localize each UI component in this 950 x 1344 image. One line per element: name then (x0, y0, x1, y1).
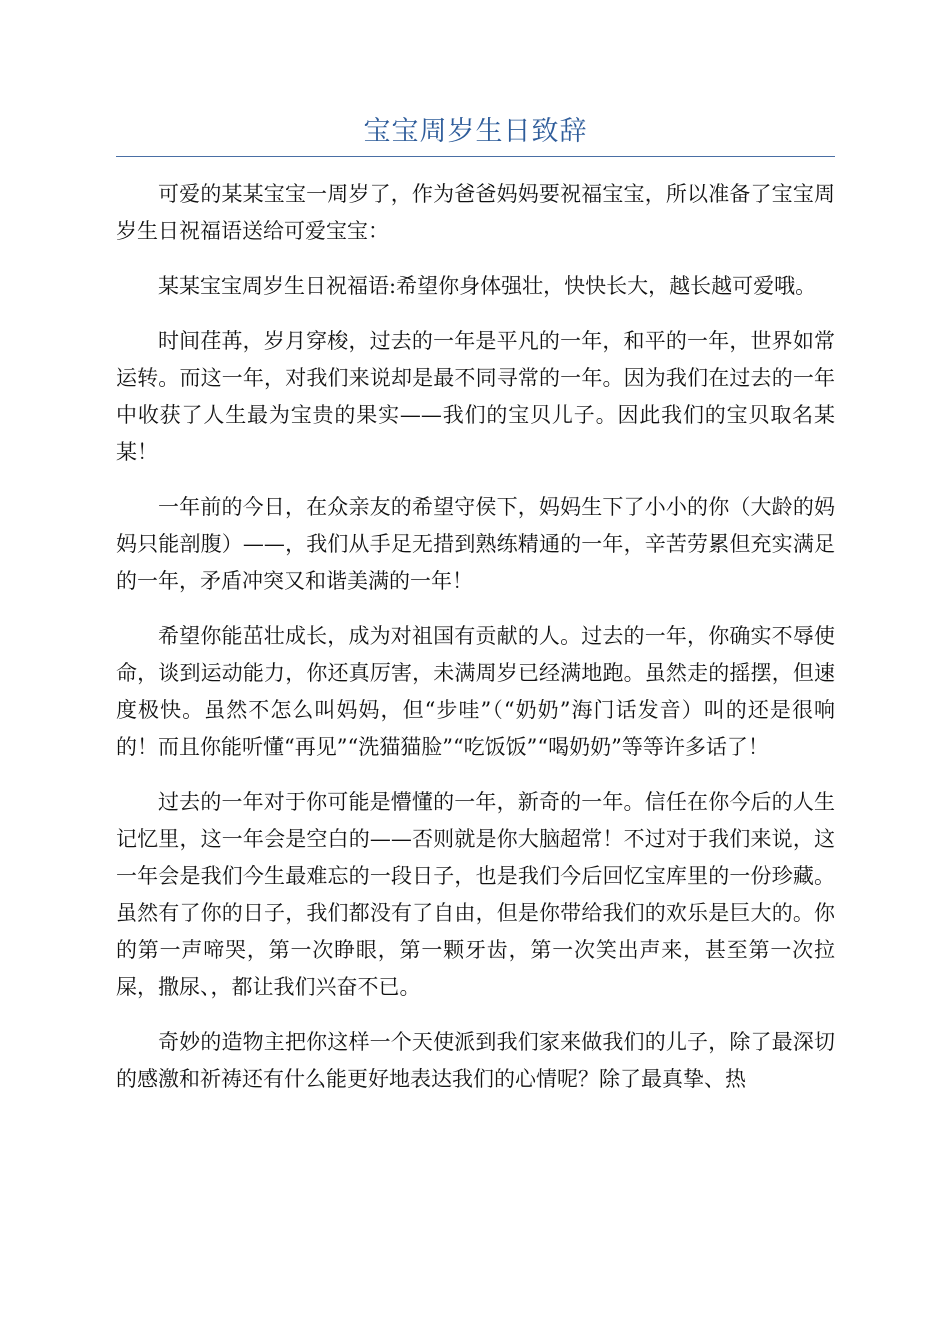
paragraph-7: 奇妙的造物主把你这样一个天使派到我们家来做我们的儿子，除了最深切的感激和祈祷还有什么能更好地表达我们的心情呢？除了最真挚、热 (116, 1030, 835, 1091)
paragraph-4: 一年前的今日，在众亲友的希望守侯下，妈妈生下了小小的你（大龄的妈妈只能剖腹）——，我们从手足无措到熟练精通的一年，辛苦劳累但充实满足的一年，矛盾冲突又和谐美满的一年！ (116, 495, 835, 593)
page-title: 宝宝周岁生日致辞 (363, 116, 588, 147)
paragraph-2: 某某宝宝周岁生日祝福语:希望你身体强壮，快快长大，越长越可爱哦。 (158, 274, 817, 298)
document-body (116, 176, 835, 1116)
paragraph-3: 时间荏苒，岁月穿梭，过去的一年是平凡的一年，和平的一年，世界如常运转。而这一年，对我们来说却是最不同寻常的一年。因为我们在过去的一年中收获了人生最为宝贵的果实——我们的宝贝儿子。因此我们的宝贝取名某某！ (116, 329, 835, 464)
title-block (116, 112, 835, 157)
paragraph-6: 过去的一年对于你可能是懵懂的一年，新奇的一年。信任在你今后的人生记忆里，这一年会是空白的——否则就是你大脑超常！不过对于我们来说，这一年会是我们今生最难忘的一段日子，也是我们今后回忆宝库里的一份珍藏。虽然有了你的日子，我们都没有了自由，但是你带给我们的欢乐是巨大的。你的第一声啼哭，第一次睁眼，第一颗牙齿，第一次笑出声来，甚至第一次拉屎，撒尿、，都让我们兴奋不已。 (116, 790, 835, 999)
paragraph-1: 可爱的某某宝宝一周岁了，作为爸爸妈妈要祝福宝宝，所以准备了宝宝周岁生日祝福语送给可爱宝宝： (116, 182, 835, 243)
paragraph-5: 希望你能茁壮成长，成为对祖国有贡献的人。过去的一年，你确实不辱使命，谈到运动能力，你还真厉害，未满周岁已经满地跑。虽然走的摇摆，但速度极快。虽然不怎么叫妈妈，但“步哇”（“奶奶”海门话发音）叫的还是很响的！而且你能听懂“再见”“洗猫猫脸”“吃饭饭”“喝奶奶”等等许多话了！ (116, 624, 835, 759)
